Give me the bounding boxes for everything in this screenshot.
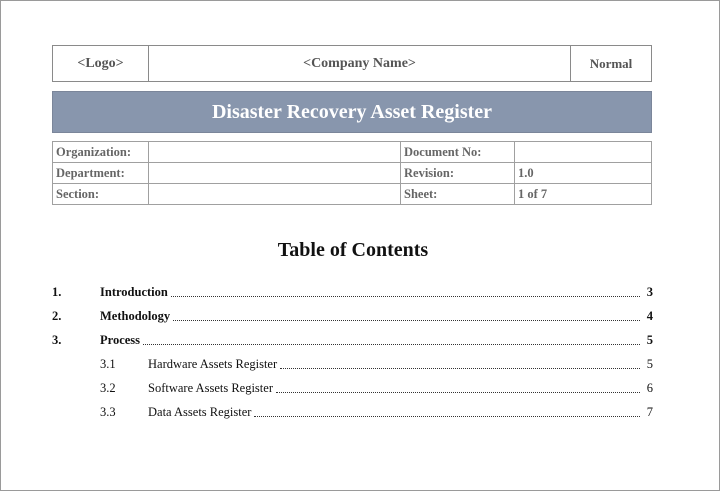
toc-entry-label[interactable]: Process bbox=[100, 332, 141, 347]
company-name: <Company Name> bbox=[149, 46, 571, 81]
organization-label: Organization: bbox=[53, 142, 149, 163]
toc-entry-data-assets[interactable] bbox=[52, 400, 653, 424]
table-of-contents bbox=[52, 280, 653, 424]
sheet-label: Sheet: bbox=[401, 184, 515, 205]
revision-label: Revision: bbox=[401, 163, 515, 184]
toc-entry-process[interactable] bbox=[52, 328, 653, 352]
toc-leader-dots bbox=[254, 415, 640, 417]
toc-entry-page: 5 bbox=[646, 356, 653, 371]
document-no-label: Document No: bbox=[401, 142, 515, 163]
toc-leader-dots bbox=[173, 319, 640, 321]
toc-entry-page: 5 bbox=[646, 332, 653, 347]
classification-label: Normal bbox=[589, 55, 633, 71]
toc-entry-number: 3.3 bbox=[100, 404, 116, 419]
section-value bbox=[149, 184, 401, 205]
document-info-table bbox=[52, 141, 652, 205]
toc-entry-introduction[interactable] bbox=[52, 280, 653, 304]
toc-entry-page: 6 bbox=[646, 380, 653, 395]
toc-entry-number: 3.1 bbox=[100, 356, 116, 371]
toc-entry-page: 7 bbox=[646, 404, 653, 419]
document-header bbox=[52, 45, 652, 82]
info-row-department bbox=[53, 163, 652, 184]
organization-value bbox=[149, 142, 401, 163]
toc-entry-methodology[interactable] bbox=[52, 304, 653, 328]
toc-leader-dots bbox=[143, 343, 640, 345]
toc-entry-number: 3. bbox=[52, 332, 62, 347]
toc-entry-label[interactable]: Methodology bbox=[100, 308, 171, 323]
toc-entry-label[interactable]: Hardware Assets Register bbox=[148, 356, 278, 371]
toc-entry-page: 3 bbox=[646, 284, 653, 299]
document-no-value bbox=[515, 142, 652, 163]
info-row-organization bbox=[53, 142, 652, 163]
toc-heading: Table of Contents bbox=[277, 239, 429, 261]
toc-entry-number: 2. bbox=[52, 308, 62, 323]
info-row-section bbox=[53, 184, 652, 205]
document-title: Disaster Recovery Asset Register bbox=[52, 91, 652, 133]
revision-value: 1.0 bbox=[515, 163, 652, 184]
logo-placeholder: <Logo> bbox=[53, 46, 149, 81]
department-label: Department: bbox=[53, 163, 149, 184]
toc-leader-dots bbox=[276, 391, 640, 393]
toc-entry-number: 1. bbox=[52, 284, 62, 299]
toc-leader-dots bbox=[280, 367, 640, 369]
toc-entry-label[interactable]: Data Assets Register bbox=[148, 404, 252, 419]
toc-entry-hardware-assets[interactable] bbox=[52, 352, 653, 376]
toc-entry-software-assets[interactable] bbox=[52, 376, 653, 400]
sheet-value: 1 of 7 bbox=[515, 184, 652, 205]
department-value bbox=[149, 163, 401, 184]
toc-entry-number: 3.2 bbox=[100, 380, 116, 395]
toc-leader-dots bbox=[171, 295, 640, 297]
toc-entry-label[interactable]: Introduction bbox=[100, 284, 168, 299]
toc-entry-label[interactable]: Software Assets Register bbox=[148, 380, 273, 395]
toc-entry-page: 4 bbox=[646, 308, 653, 323]
section-label: Section: bbox=[53, 184, 149, 205]
